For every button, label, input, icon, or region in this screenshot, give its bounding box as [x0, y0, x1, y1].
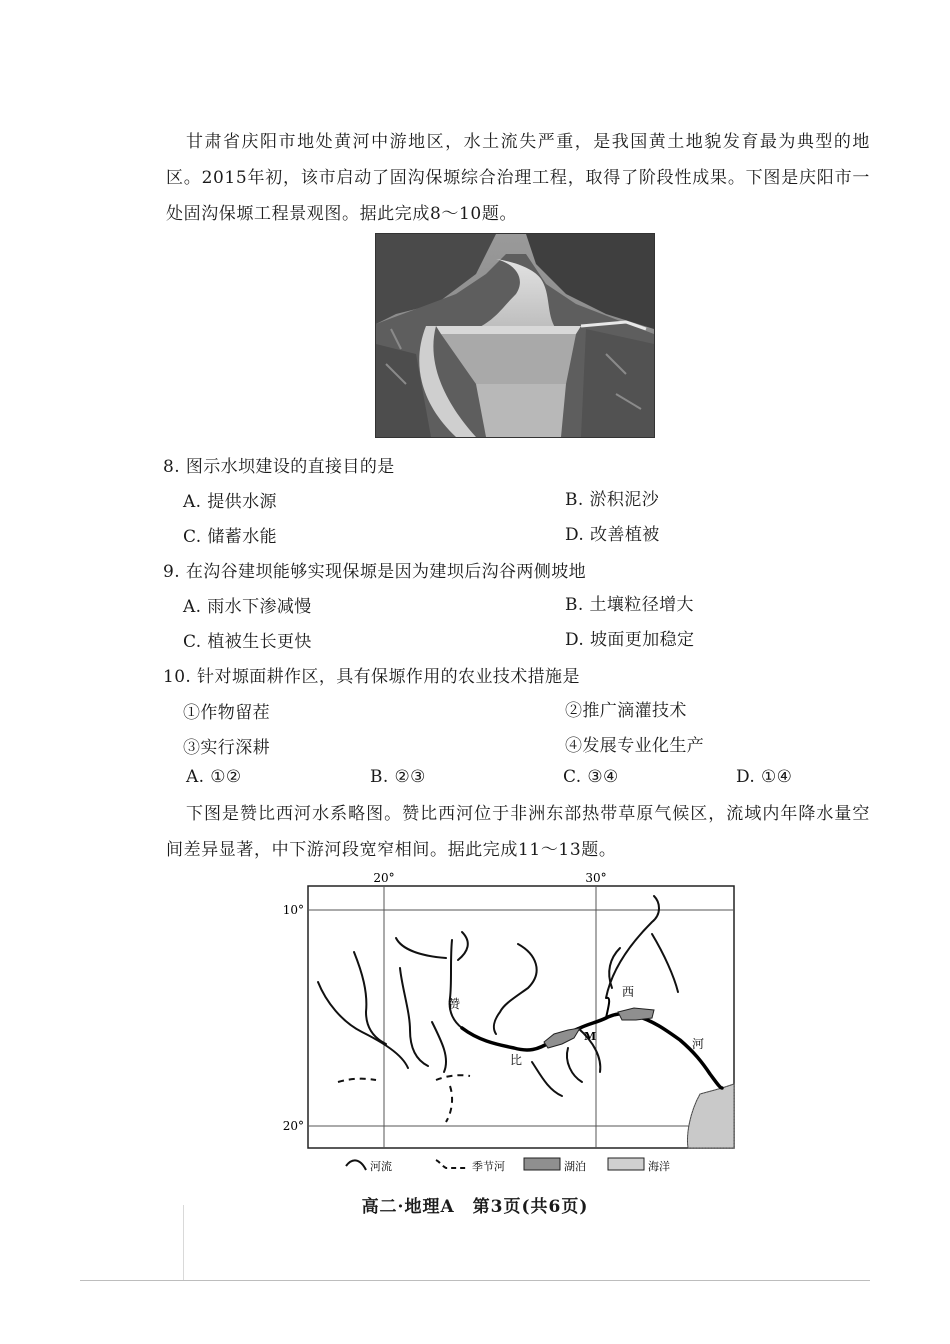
question-9-option-a: A. 雨水下渗减慢 [183, 597, 312, 617]
map-frame [308, 886, 734, 1148]
intro-text-1: 甘肃省庆阳市地处黄河中游地区，水土流失严重，是我国黄土地貌发育最为典型的地区。2015年初，该市启动了固沟保塬综合治理工程，取得了阶段性成果。下图是庆阳市一处固沟保塬工程景观图。据此完成8～10题。 [166, 132, 870, 224]
question-8-option-a: A. 提供水源 [183, 492, 277, 512]
label-lon-30: 30° [585, 872, 607, 885]
question-10-option-c: C. ③④ [563, 767, 619, 787]
question-8-stem: 8. 图示水坝建设的直接目的是 [163, 457, 395, 477]
dam-landscape-image [376, 234, 654, 437]
zambezi-map [282, 872, 752, 1182]
question-8-option-d: D. 改善植被 [565, 525, 660, 545]
legend-seasonal-label: 季节河 [472, 1160, 505, 1173]
intro-paragraph-1 [166, 124, 870, 232]
question-10-option-a: A. ①② [186, 767, 242, 787]
legend-river-label: 河流 [370, 1160, 392, 1173]
label-zan: 赞 [448, 997, 461, 1011]
page-footer: 高二·地理A 第3页(共6页) [361, 1197, 589, 1217]
legend-river-symbol [346, 1160, 366, 1170]
question-8-option-b: B. 淤积泥沙 [565, 490, 660, 510]
legend-lake-symbol [524, 1158, 560, 1170]
question-10-option-b: B. ②③ [370, 767, 426, 787]
bottom-rule [80, 1280, 870, 1281]
legend-lake-label: 湖泊 [564, 1160, 586, 1173]
label-he: 河 [692, 1037, 705, 1051]
legend-ocean-symbol [608, 1158, 644, 1170]
label-bi: 比 [510, 1053, 523, 1067]
intro-text-2: 下图是赞比西河水系略图。赞比西河位于非洲东部热带草原气候区，流域内年降水量空间差异显著，中下游河段宽窄相间。据此完成11～13题。 [166, 804, 870, 860]
legend-seasonal-symbol [436, 1160, 468, 1168]
question-8-option-c: C. 储蓄水能 [183, 527, 278, 547]
margin-line [183, 1205, 184, 1280]
map-legend [346, 1158, 670, 1173]
question-9-option-d: D. 坡面更加稳定 [565, 630, 695, 650]
zambezi-map-svg [282, 872, 752, 1182]
label-lon-20: 20° [373, 872, 395, 885]
question-9-option-c: C. 植被生长更快 [183, 632, 312, 652]
question-10-stem: 10. 针对塬面耕作区，具有保塬作用的农业技术措施是 [163, 667, 580, 687]
question-10-item-1: ①作物留茬 [183, 703, 270, 723]
intro-paragraph-2 [166, 796, 870, 868]
question-10-item-3: ③实行深耕 [183, 738, 270, 758]
question-9-option-b: B. 土壤粒径增大 [565, 595, 694, 615]
question-9-stem: 9. 在沟谷建坝能够实现保塬是因为建坝后沟谷两侧坡地 [163, 562, 587, 582]
label-lat-10: 10° [282, 903, 304, 917]
question-10-item-4: ④发展专业化生产 [565, 736, 705, 756]
question-10-option-d: D. ①④ [736, 767, 793, 787]
label-m: M [584, 1030, 597, 1043]
dam-photo [375, 233, 655, 438]
legend-ocean-label: 海洋 [648, 1160, 670, 1173]
label-xi: 西 [622, 985, 635, 999]
label-lat-20: 20° [282, 1119, 304, 1133]
question-10-item-2: ②推广滴灌技术 [565, 701, 687, 721]
